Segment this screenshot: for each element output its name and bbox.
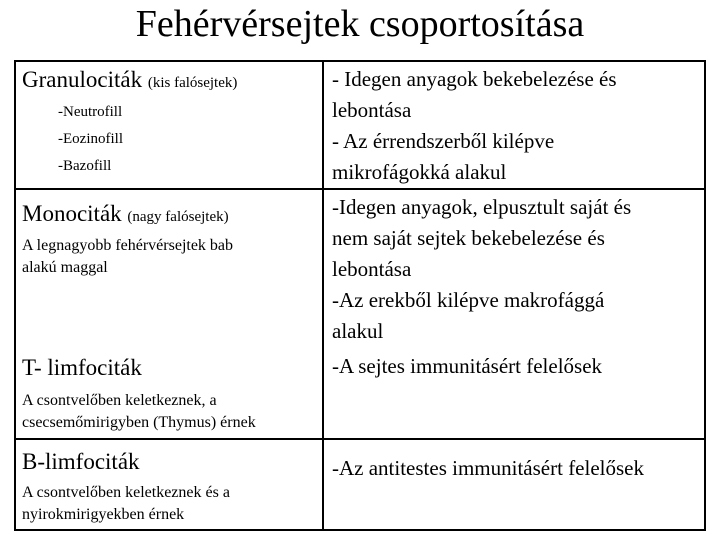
row-divider — [16, 188, 704, 190]
text-line: mikrofágokká alakul — [332, 160, 507, 184]
monocytes-function — [332, 192, 631, 347]
granulocytes-subitems — [22, 99, 237, 180]
text-line: lebontása — [332, 257, 412, 281]
text-line: nyirokmirigyekben érnek — [22, 506, 185, 523]
leukocyte-table — [14, 60, 706, 531]
b-lymphocytes-function — [332, 453, 644, 484]
list-item: -Neutrofill — [58, 104, 123, 120]
text-line: alakul — [332, 319, 384, 343]
text-line: - Az érrendszerből kilépve — [332, 129, 555, 153]
text-line: A legnagyobb fehérvérsejtek bab — [22, 237, 234, 254]
list-item: -Eozinofill — [58, 131, 123, 147]
t-lymphocytes-name: T- limfociták — [22, 355, 142, 380]
granulocytes-cell — [22, 66, 237, 180]
t-lymphocytes-function — [332, 351, 602, 382]
text-line: -A sejtes immunitásért felelősek — [332, 354, 603, 378]
page-title: Fehérvérsejtek csoportosítása — [135, 3, 585, 45]
monocytes-cell — [22, 200, 233, 279]
text-line: lebontása — [332, 98, 412, 122]
text-line: csecsemőmirigyben (Thymus) érnek — [22, 414, 256, 431]
text-line: alakú maggal — [22, 259, 108, 276]
granulocytes-heading — [22, 66, 237, 97]
text-line: A csontvelőben keletkeznek és a — [22, 484, 230, 501]
column-divider — [322, 62, 324, 529]
b-lymphocytes-description — [22, 482, 230, 526]
monocytes-qualifier: (nagy falósejtek) — [127, 209, 229, 225]
text-line: - Idegen anyagok bekebelezése és — [332, 67, 617, 91]
monocytes-description — [22, 235, 233, 279]
b-lymphocytes-name: B-limfociták — [22, 449, 140, 474]
monocytes-heading — [22, 200, 233, 231]
text-line: -Az antitestes immunitásért felelősek — [332, 456, 644, 480]
text-line: -Idegen anyagok, elpusztult saját és — [332, 195, 632, 219]
granulocytes-name: Granulociták — [22, 67, 143, 92]
text-line: A csontvelőben keletkeznek, a — [22, 392, 217, 409]
t-lymphocytes-description — [22, 390, 256, 434]
list-item: -Bazofill — [58, 158, 112, 174]
granulocytes-qualifier: (kis falósejtek) — [147, 75, 238, 91]
row-divider — [16, 438, 704, 440]
monocytes-name: Monociták — [22, 201, 122, 226]
text-line: -Az erekből kilépve makrofággá — [332, 288, 605, 312]
granulocytes-function — [332, 64, 617, 188]
text-line: nem saját sejtek bekebelezése és — [332, 226, 605, 250]
